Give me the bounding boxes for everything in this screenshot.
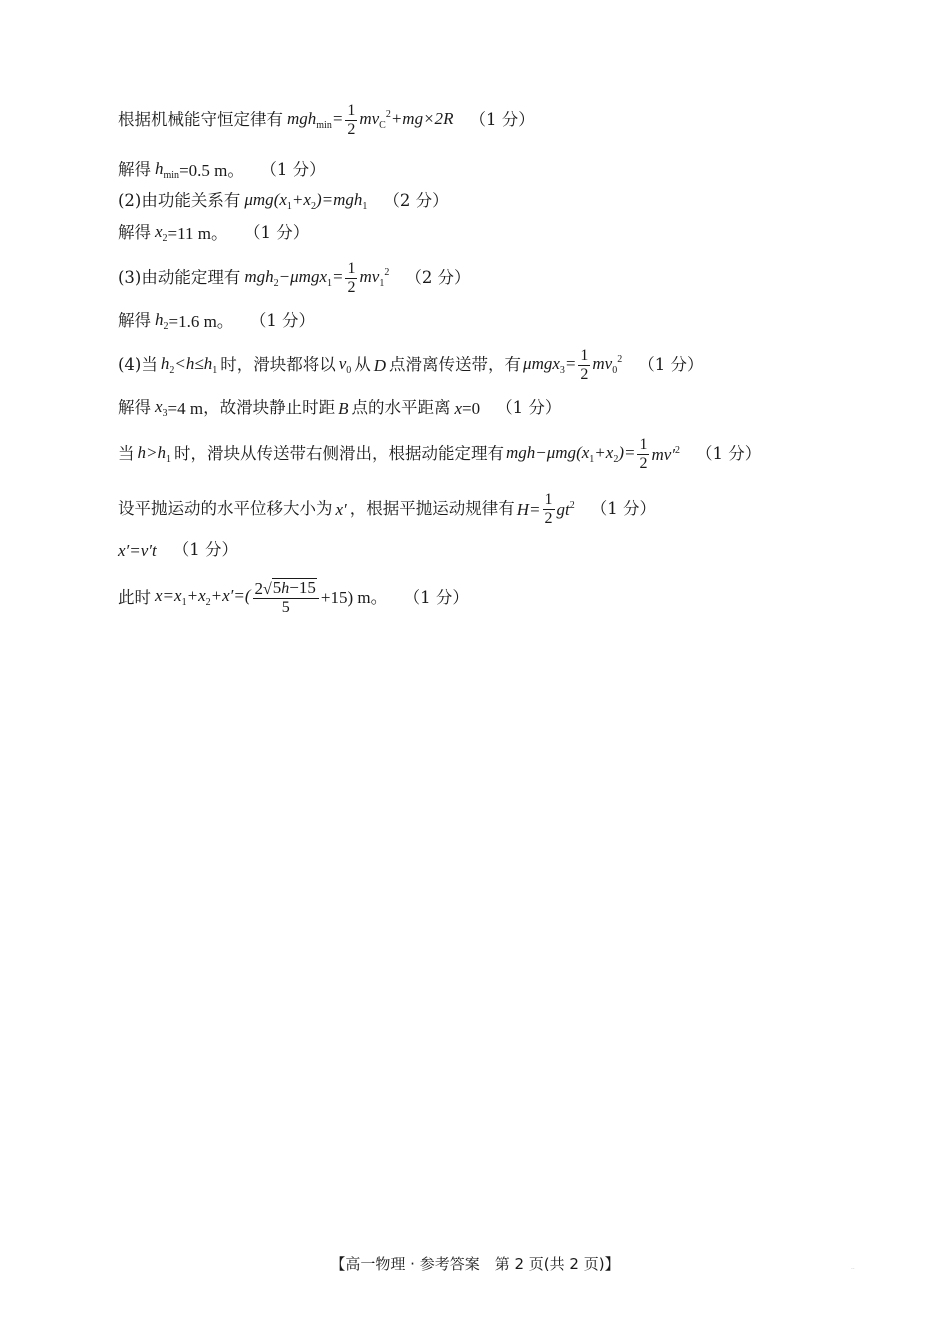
equation: H= — [516, 499, 541, 519]
equation-value: =0 — [462, 399, 481, 418]
condition: $h>h_1$ — [137, 442, 171, 465]
score: （1 分） — [249, 311, 316, 331]
line-text: 解得 — [118, 223, 151, 243]
square-root: √ 5h−15 — [263, 578, 316, 598]
line-text: 时，滑块从传送带右侧滑出，根据动能定理有 — [173, 444, 504, 464]
velocity-symbol: $v_0$ — [338, 353, 352, 376]
line-text: 此时 — [118, 587, 151, 607]
score: （1 分） — [172, 540, 238, 560]
answer-line-12 — [118, 578, 469, 618]
score: （1 分） — [243, 223, 310, 243]
line-text: 根据机械能守恒定律有 — [118, 110, 283, 130]
line-text: (4)当 — [118, 355, 158, 375]
equation-value: +15) m。 — [320, 588, 388, 608]
line-text: 当 — [118, 444, 135, 464]
equation: mgh$_{min}$= — [287, 108, 344, 131]
fraction: 2 √ 5h−15 5 — [253, 578, 319, 618]
line-text: 设平抛运动的水平位移大小为 — [118, 499, 333, 519]
corner-mark: ·· — [851, 1266, 855, 1273]
line-text: 点的水平距离 — [351, 398, 451, 418]
equation: $gt^2$ — [556, 499, 575, 519]
fraction: $\frac{1}{2}$ — [639, 436, 648, 472]
equation: $mv_0^2$ — [592, 353, 623, 376]
equation: μmgx$_3$= — [523, 353, 577, 376]
line-text: ，故滑块静止时距 — [203, 398, 336, 418]
page-footer: 【高一物理 · 参考答案 第 2 页(共 2 页)】 — [330, 1255, 620, 1273]
equation: $mv_1^2$ — [359, 266, 390, 289]
condition: $h_2<h\le h_1$ — [160, 353, 218, 376]
equation-value: =0.5 m。 — [179, 161, 245, 180]
equation: $x_3$ — [155, 397, 168, 419]
equation: $\mu mg(x_1+x_2)=mgh_1$ — [244, 190, 368, 212]
equation: x — [454, 399, 463, 418]
equation: $x_2$ — [155, 222, 168, 244]
score: （2 分） — [405, 268, 471, 288]
equation: $mgh-\mu mg(x_1+x_2)=$ — [505, 442, 636, 465]
score: （1 分） — [403, 587, 469, 607]
equation-value: =11 m。 — [167, 224, 228, 243]
displacement-symbol: x′ — [335, 499, 347, 519]
answer-line-8 — [118, 398, 561, 419]
line-text: 解得 — [118, 160, 151, 180]
equation: $mv_C^2+mg\times 2R$ — [359, 108, 454, 131]
answer-line-1 — [118, 102, 535, 139]
score: （1 分） — [590, 499, 657, 519]
answer-line-7 — [118, 347, 703, 384]
answer-line-2 — [118, 160, 326, 181]
line-text: 时，滑块都将以 — [220, 355, 336, 375]
equation: mgh$_2$−μmgx$_1$= — [244, 266, 344, 289]
answer-line-10 — [118, 491, 656, 528]
line-text: 点滑离传送带，有 — [389, 355, 522, 375]
answer-line-11 — [118, 542, 238, 559]
score: （1 分） — [496, 398, 562, 418]
equation: $h_{min}$ — [155, 159, 180, 181]
answer-line-3 — [118, 191, 449, 212]
line-text: 解得 — [118, 398, 151, 418]
line-text: ，根据平抛运动规律有 — [349, 499, 515, 519]
equation: $x=x_1+x_2+x'=$( — [155, 586, 251, 609]
line-text: 解得 — [118, 311, 151, 331]
line-text: (2)由功能关系有 — [118, 191, 241, 211]
line-text: 从 — [354, 355, 371, 375]
fraction: $\frac{1}{2}$ — [580, 347, 589, 383]
line-text: (3)由动能定理有 — [118, 268, 241, 288]
fraction: $\frac{1}{2}$ — [544, 491, 553, 527]
answer-line-6 — [118, 311, 315, 332]
answer-line-4 — [118, 223, 309, 244]
fraction: $\frac{1}{2}$ — [347, 102, 356, 138]
equation-value: =1.6 m。 — [168, 312, 234, 331]
score: （1 分） — [260, 160, 326, 180]
equation: $h_2$ — [155, 310, 169, 332]
score: （1 分） — [638, 355, 704, 375]
equation: $mv'^2$ — [651, 444, 680, 464]
fraction: $\frac{1}{2}$ — [347, 260, 356, 296]
answer-line-9 — [118, 436, 761, 473]
equation-value: =4 m — [167, 399, 204, 418]
score: （2 分） — [383, 191, 449, 211]
point-label: B — [338, 399, 349, 418]
answer-line-5 — [118, 260, 471, 297]
score: （1 分） — [469, 110, 535, 130]
score: （1 分） — [696, 444, 762, 464]
equation: x′=v′t — [118, 541, 157, 560]
point-label: D — [373, 355, 387, 375]
